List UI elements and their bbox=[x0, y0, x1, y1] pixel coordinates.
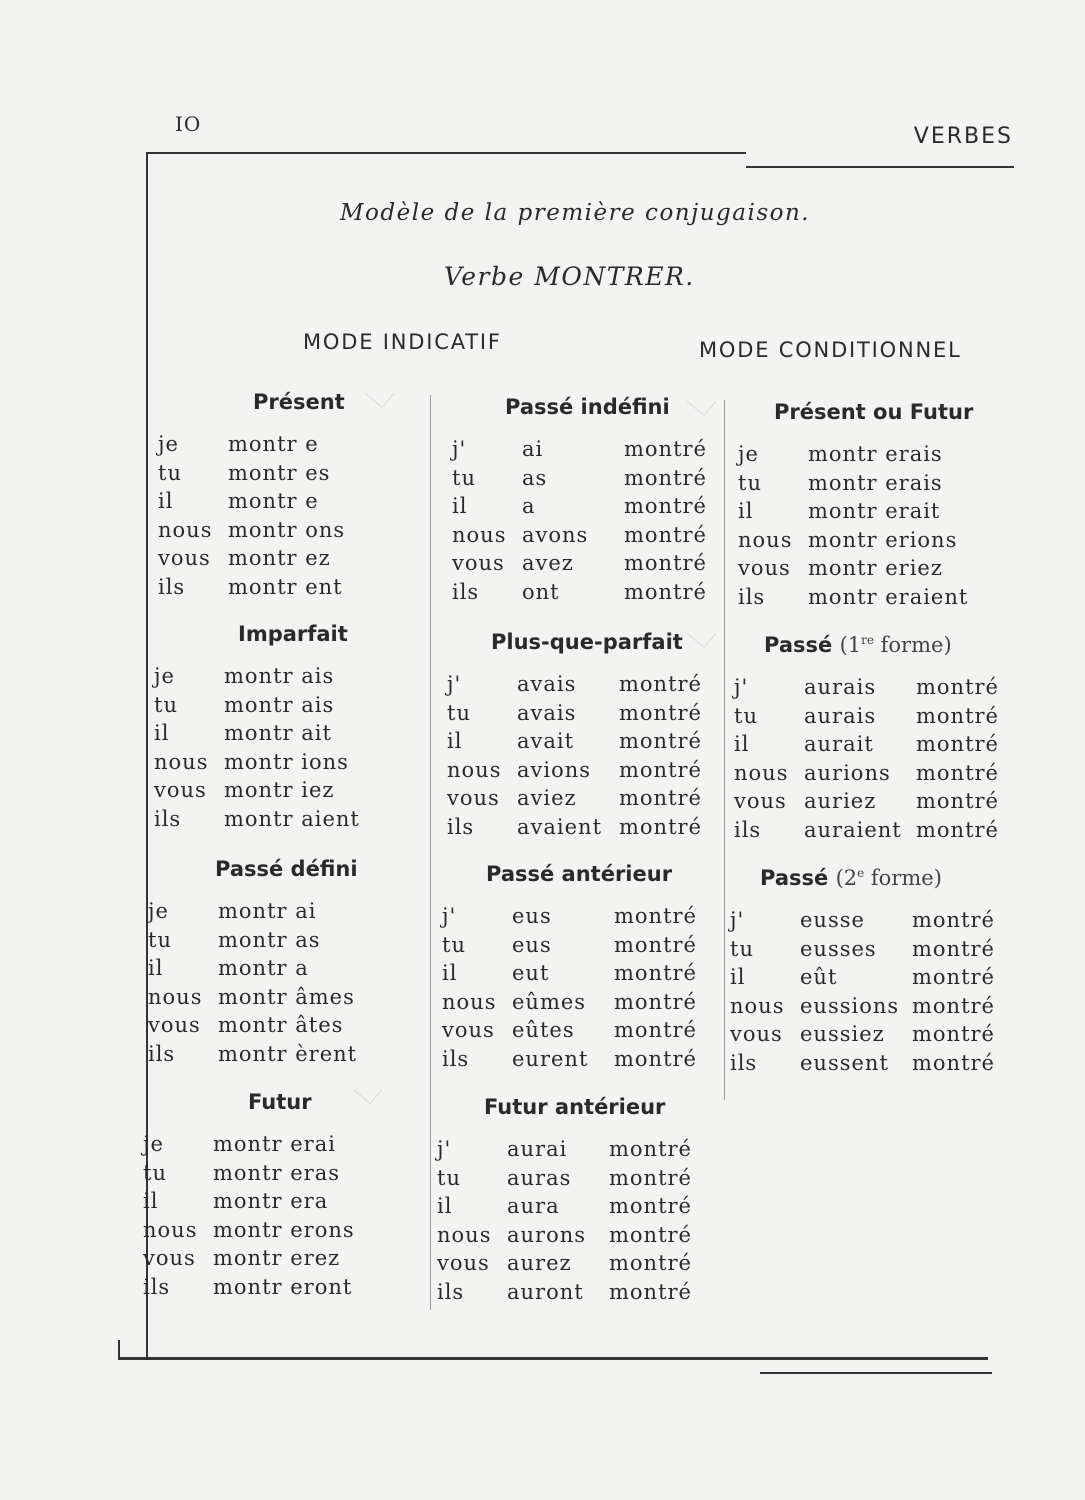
verb-form: montré bbox=[916, 817, 999, 842]
auxiliary: avais bbox=[517, 700, 577, 725]
form-label: (1re forme) bbox=[839, 633, 952, 657]
verb-form: montr èrent bbox=[218, 1041, 358, 1066]
top-rule-right bbox=[746, 166, 1014, 168]
tense-title: Passé défini bbox=[215, 857, 358, 881]
verb-form: montré bbox=[614, 1018, 697, 1042]
verb-form: montr e bbox=[228, 489, 319, 513]
pronoun: ils bbox=[738, 584, 766, 609]
pronoun: ils bbox=[437, 1279, 465, 1304]
auxiliary: eus bbox=[512, 932, 552, 957]
pronoun: vous bbox=[452, 551, 505, 575]
pronoun: nous bbox=[447, 757, 502, 782]
pronoun: il bbox=[158, 489, 174, 513]
verb-form: montré bbox=[624, 494, 707, 518]
pronoun: vous bbox=[442, 1018, 495, 1042]
pronoun: ils bbox=[730, 1050, 758, 1075]
tense-title: Présent bbox=[253, 390, 345, 414]
pronoun: ils bbox=[148, 1041, 176, 1066]
pronoun: nous bbox=[158, 517, 213, 542]
column-divider bbox=[430, 395, 431, 1310]
pronoun: tu bbox=[143, 1160, 167, 1185]
auxiliary: eut bbox=[512, 961, 550, 985]
verb-form: montr eraient bbox=[808, 584, 969, 609]
pronoun: il bbox=[447, 729, 463, 753]
auxiliary: avez bbox=[522, 551, 574, 575]
verb-form: montr ons bbox=[228, 517, 346, 542]
auxiliary: ai bbox=[522, 437, 544, 461]
auxiliary: eurent bbox=[512, 1046, 589, 1071]
pronoun: il bbox=[442, 961, 458, 985]
tense-title-text: Passé bbox=[760, 866, 829, 890]
verb-form: montré bbox=[619, 729, 702, 753]
pronoun: vous bbox=[158, 546, 211, 570]
verb-form: montré bbox=[609, 1279, 692, 1304]
pronoun: nous bbox=[734, 760, 789, 785]
pronoun: il bbox=[154, 721, 170, 745]
mode-indicatif-heading: MODE INDICATIF bbox=[303, 330, 502, 354]
auxiliary: aurais bbox=[804, 703, 877, 728]
tense-title: Imparfait bbox=[238, 622, 348, 646]
pronoun: vous bbox=[447, 786, 500, 810]
pronoun: tu bbox=[734, 703, 758, 728]
verb-form: montr a bbox=[218, 956, 309, 980]
check-mark-icon bbox=[365, 379, 395, 408]
verb-form: montré bbox=[614, 1046, 697, 1071]
pronoun: il bbox=[734, 732, 750, 756]
verb-form: montré bbox=[614, 904, 697, 928]
pronoun: vous bbox=[154, 778, 207, 802]
verb-form: montré bbox=[619, 672, 702, 696]
verb-form: montr iez bbox=[224, 778, 335, 802]
verb-form: montré bbox=[609, 1194, 692, 1218]
auxiliary: eussiez bbox=[800, 1022, 885, 1046]
pronoun: il bbox=[148, 956, 164, 980]
verb-form: montré bbox=[912, 1022, 995, 1046]
tense-title: Futur antérieur bbox=[484, 1095, 666, 1119]
verb-form: montré bbox=[624, 465, 707, 490]
pronoun: nous bbox=[143, 1217, 198, 1242]
bottom-rule-right bbox=[760, 1372, 992, 1374]
pronoun: tu bbox=[148, 927, 172, 952]
verb-form: montré bbox=[916, 703, 999, 728]
auxiliary: a bbox=[522, 494, 536, 518]
pronoun: nous bbox=[452, 522, 507, 547]
pronoun: nous bbox=[730, 993, 785, 1018]
pronoun: il bbox=[437, 1194, 453, 1218]
verb-form: montré bbox=[624, 551, 707, 575]
verb-form: montré bbox=[912, 965, 995, 989]
auxiliary: eusse bbox=[800, 908, 865, 932]
verb-form: montré bbox=[912, 936, 995, 961]
verb-form: montr ions bbox=[224, 749, 349, 774]
verb-form: montr ait bbox=[224, 721, 332, 745]
auxiliary: auriez bbox=[804, 789, 877, 813]
pronoun: j' bbox=[734, 675, 749, 699]
auxiliary: avaient bbox=[517, 814, 603, 839]
auxiliary: eussent bbox=[800, 1050, 889, 1075]
auxiliary: auront bbox=[507, 1279, 584, 1304]
page-number: IO bbox=[175, 112, 202, 136]
verb-form: montr erai bbox=[213, 1132, 336, 1156]
pronoun: je bbox=[738, 442, 759, 466]
verb-form: montr aient bbox=[224, 806, 360, 831]
pronoun: tu bbox=[437, 1165, 461, 1190]
verb-form: montré bbox=[912, 1050, 995, 1075]
pronoun: nous bbox=[154, 749, 209, 774]
verb-form: montr es bbox=[228, 460, 331, 485]
pronoun: tu bbox=[738, 470, 762, 495]
tense-title: Futur bbox=[248, 1090, 312, 1114]
pronoun: il bbox=[452, 494, 468, 518]
pronoun: tu bbox=[158, 460, 182, 485]
pronoun: nous bbox=[442, 989, 497, 1014]
verb-form: montré bbox=[614, 989, 697, 1014]
verb-form: montré bbox=[916, 789, 999, 813]
pronoun: j' bbox=[442, 904, 457, 928]
verb-form: montr ai bbox=[218, 899, 317, 923]
verb-form: montré bbox=[624, 579, 707, 604]
running-head: VERBES bbox=[913, 124, 1013, 149]
auxiliary: as bbox=[522, 465, 548, 490]
verb-form: montré bbox=[916, 760, 999, 785]
pronoun: vous bbox=[437, 1251, 490, 1275]
verb-form: montr ez bbox=[228, 546, 331, 570]
verb-form: montr âmes bbox=[218, 984, 355, 1009]
verb-form: montré bbox=[912, 908, 995, 932]
top-rule bbox=[146, 152, 746, 154]
verb-form: montré bbox=[619, 786, 702, 810]
auxiliary: aurait bbox=[804, 732, 874, 756]
verb-form: montr ais bbox=[224, 664, 335, 688]
verb-form: montr ais bbox=[224, 692, 335, 717]
auxiliary: eûtes bbox=[512, 1018, 575, 1042]
auxiliary: eussions bbox=[800, 993, 900, 1018]
tense-title: Passé antérieur bbox=[486, 862, 673, 886]
mode-conditionnel-heading: MODE CONDITIONNEL bbox=[699, 338, 962, 362]
tense-title: Plus-que-parfait bbox=[491, 630, 683, 654]
auxiliary: eûmes bbox=[512, 989, 587, 1014]
verb-form: montr erais bbox=[808, 442, 943, 466]
check-mark-icon bbox=[687, 387, 717, 416]
pronoun: ils bbox=[452, 579, 480, 604]
verb-title: Verbe MONTRER. bbox=[444, 262, 695, 291]
pronoun: il bbox=[730, 965, 746, 989]
verb-form: montr as bbox=[218, 927, 321, 952]
pronoun: il bbox=[143, 1189, 159, 1213]
tense-title bbox=[760, 866, 942, 890]
verb-form: montré bbox=[624, 437, 707, 461]
pronoun: je bbox=[154, 664, 175, 688]
verb-form: montr eras bbox=[213, 1160, 340, 1185]
auxiliary: aurions bbox=[804, 760, 891, 785]
pronoun: vous bbox=[738, 556, 791, 580]
pronoun: nous bbox=[148, 984, 203, 1009]
verb-form: montré bbox=[609, 1137, 692, 1161]
pronoun: vous bbox=[143, 1246, 196, 1270]
tense-title: Passé indéfini bbox=[505, 395, 670, 419]
pronoun: tu bbox=[154, 692, 178, 717]
verb-form: montré bbox=[619, 814, 702, 839]
auxiliary: avions bbox=[517, 757, 592, 782]
column-divider bbox=[724, 400, 725, 1100]
pronoun: ils bbox=[734, 817, 762, 842]
verb-form: montr erions bbox=[808, 527, 958, 552]
verb-form: montr erait bbox=[808, 499, 941, 523]
pronoun: j' bbox=[452, 437, 467, 461]
auxiliary: avait bbox=[517, 729, 575, 753]
pronoun: ils bbox=[447, 814, 475, 839]
verb-form: montr ent bbox=[228, 574, 343, 599]
auxiliary: eût bbox=[800, 965, 838, 989]
verb-form: montr eront bbox=[213, 1274, 353, 1299]
pronoun: vous bbox=[734, 789, 787, 813]
auxiliary: aurons bbox=[507, 1222, 587, 1247]
verb-form: montré bbox=[912, 993, 995, 1018]
verb-form: montr eriez bbox=[808, 556, 943, 580]
pronoun: j' bbox=[447, 672, 462, 696]
verb-form: montré bbox=[619, 757, 702, 782]
pronoun: ils bbox=[143, 1274, 171, 1299]
tense-title: Présent ou Futur bbox=[774, 400, 974, 424]
verb-form: montr erez bbox=[213, 1246, 341, 1270]
pronoun: ils bbox=[154, 806, 182, 831]
left-rule-lower bbox=[118, 1340, 120, 1358]
verb-form: montré bbox=[624, 522, 707, 547]
auxiliary: aurai bbox=[507, 1137, 568, 1161]
auxiliary: aurez bbox=[507, 1251, 572, 1275]
auxiliary: aviez bbox=[517, 786, 577, 810]
check-mark-icon bbox=[687, 619, 717, 648]
tense-title bbox=[764, 633, 952, 657]
verb-form: montré bbox=[916, 732, 999, 756]
verb-form: montr erons bbox=[213, 1217, 355, 1242]
pronoun: j' bbox=[437, 1137, 452, 1161]
pronoun: nous bbox=[437, 1222, 492, 1247]
form-label: (2e forme) bbox=[835, 866, 942, 890]
auxiliary: aurais bbox=[804, 675, 877, 699]
pronoun: vous bbox=[730, 1022, 783, 1046]
auxiliary: eus bbox=[512, 904, 552, 928]
verb-form: montré bbox=[619, 700, 702, 725]
pronoun: je bbox=[148, 899, 169, 923]
bottom-rule bbox=[118, 1357, 988, 1360]
pronoun: j' bbox=[730, 908, 745, 932]
auxiliary: avons bbox=[522, 522, 589, 547]
auxiliary: auras bbox=[507, 1165, 572, 1190]
pronoun: tu bbox=[452, 465, 476, 490]
pronoun: je bbox=[158, 432, 179, 456]
pronoun: tu bbox=[447, 700, 471, 725]
verb-form: montr e bbox=[228, 432, 319, 456]
model-title: Modèle de la première conjugaison. bbox=[340, 200, 811, 226]
verb-form: montré bbox=[609, 1222, 692, 1247]
pronoun: ils bbox=[442, 1046, 470, 1071]
verb-form: montré bbox=[609, 1165, 692, 1190]
pronoun: je bbox=[143, 1132, 164, 1156]
verb-form: montr era bbox=[213, 1189, 329, 1213]
check-mark-icon bbox=[353, 1075, 383, 1104]
auxiliary: auraient bbox=[804, 817, 902, 842]
auxiliary: ont bbox=[522, 579, 560, 604]
pronoun: ils bbox=[158, 574, 186, 599]
pronoun: tu bbox=[442, 932, 466, 957]
pronoun: nous bbox=[738, 527, 793, 552]
auxiliary: avais bbox=[517, 672, 577, 696]
verb-form: montr erais bbox=[808, 470, 943, 495]
verb-form: montr âtes bbox=[218, 1013, 344, 1037]
verb-form: montré bbox=[614, 932, 697, 957]
verb-form: montré bbox=[609, 1251, 692, 1275]
pronoun: il bbox=[738, 499, 754, 523]
auxiliary: eusses bbox=[800, 936, 877, 961]
verb-form: montré bbox=[916, 675, 999, 699]
tense-title-text: Passé bbox=[764, 633, 833, 657]
pronoun: tu bbox=[730, 936, 754, 961]
auxiliary: aura bbox=[507, 1194, 560, 1218]
verb-form: montré bbox=[614, 961, 697, 985]
pronoun: vous bbox=[148, 1013, 201, 1037]
